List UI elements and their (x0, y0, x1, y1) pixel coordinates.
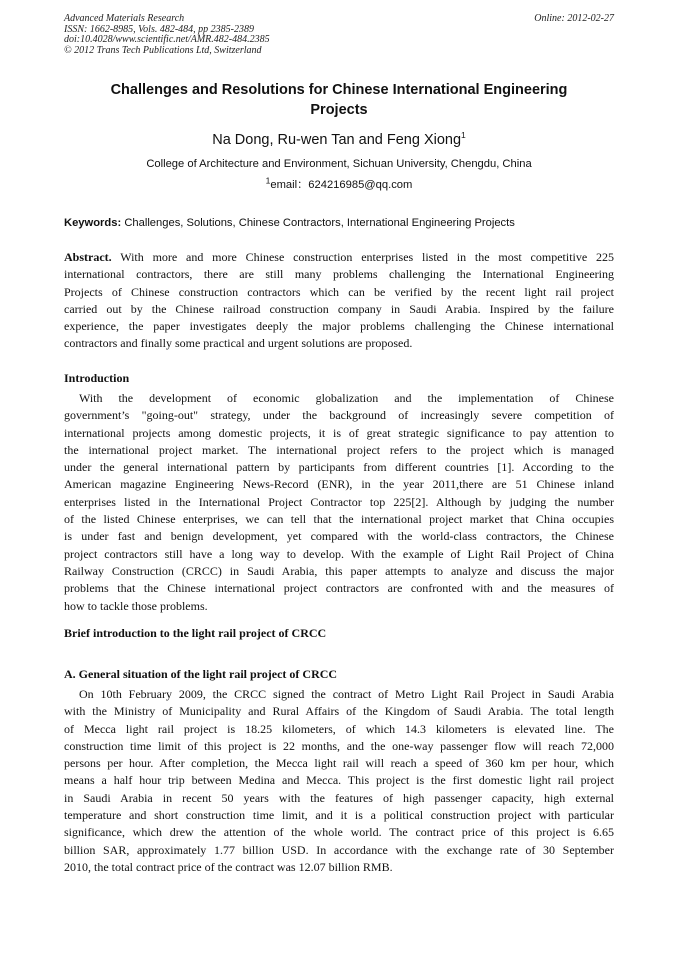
keywords (64, 216, 614, 230)
author-email (64, 175, 614, 192)
introduction-line: how to tackle those problems. (64, 598, 208, 613)
section-a-line: construction time limit of this project is 22 months, and the one-way passenger flow will reach 72,000 (64, 738, 614, 753)
journal-name: Advanced Materials Research (64, 13, 185, 24)
abstract (64, 249, 614, 353)
section-a-line: with the Ministry of Municipality and Rural Affairs of the Kingdom of Saudi Arabia. The total length (64, 704, 614, 719)
abstract-line: Projects of Chinese construction contractors which can be verified by the recent light rail project (64, 284, 614, 299)
section-a-line: temperature and short construction time limit, and it is a political construction project with particular (64, 808, 614, 823)
introduction-line: problems that the Chinese international project contractors are confronted with and the measures of (64, 581, 614, 596)
abstract-line: international contractors, there are still many problems challenging the International Engineering (64, 267, 614, 282)
section-a-line: persons per hour. After completion, the Mecca light rail will reach a speed of 360 km per hour, which (64, 756, 614, 771)
author-affiliation-mark: 1 (461, 130, 466, 141)
introduction-line: under the general international pattern by participants from different countries [1]. According to the (64, 460, 614, 475)
section-a-body (64, 686, 614, 876)
introduction-line: Railway Construction (CRCC) in Saudi Arabia, this paper attempts to analyze and discuss the major (64, 563, 614, 578)
abstract-line: Abstract. With more and more Chinese construction enterprises listed in the most competitive 225 (64, 250, 614, 264)
introduction-line: the international project market. The international project refers to the project which is managed (64, 442, 614, 457)
introduction-line: is under fast and benign development, yet compared with the world-class contractors, the Chinese (64, 529, 614, 544)
introduction-line: international projects among domestic projects, it is of great strategic significance to pay attention to (64, 425, 614, 440)
brief-introduction-heading: Brief introduction to the light rail project of CRCC (64, 626, 327, 640)
introduction-line: enterprises listed in the International Project Contractor top 225[2]. Although by judging the number (64, 494, 614, 509)
section-a-line: 2010, the total contract price of the contract was 12.07 billion RMB. (64, 859, 393, 874)
journal-header (64, 14, 484, 56)
paper-title (64, 81, 614, 120)
abstract-line: contractors and finally some practical and urgent solutions are proposed. (64, 336, 413, 351)
keywords-label: Keywords: (64, 217, 122, 229)
introduction-line: government’s "going-out" strategy, under the background of increasingly severe competition of (64, 408, 614, 423)
paper-title-line: Projects (310, 101, 368, 118)
journal-issn: ISSN: 1662-8985, Vols. 482-484, pp 2385-2389 (64, 23, 254, 35)
keywords-text: Challenges, Solutions, Chinese Contractors, International Engineering Projects (124, 217, 515, 229)
section-a-line: of Mecca light rail project is 18.25 kilometers, of which 14.3 kilometers is elevated line. The (64, 721, 614, 736)
online-date: Online: 2012-02-27 (534, 13, 614, 24)
introduction-line: With the development of economic globalization and the implementation of Chinese (79, 391, 614, 405)
journal-copyright: © 2012 Trans Tech Publications Ltd, Switzerland (64, 44, 262, 56)
author-names: Na Dong, Ru-wen Tan and Feng Xiong (212, 132, 462, 148)
section-a-line: in Saudi Arabia in recent 50 years with the features of high passenger capacity, high external (64, 790, 614, 805)
abstract-label: Abstract. (64, 250, 112, 264)
email-affiliation-mark: 1 (265, 175, 271, 186)
affiliation: College of Architecture and Environment, Sichuan University, Chengdu, China (146, 158, 532, 170)
introduction-line: of the listed Chinese enterprises, we can tell that the international project market that China occupies (64, 512, 614, 527)
abstract-line: experience, the paper investigates deeply the major problems challenging the Chinese international (64, 319, 614, 334)
section-a-line: On 10th February 2009, the CRCC signed the contract of Metro Light Rail Project in Saudi Arabia (79, 687, 614, 701)
section-a-line: significance, which drew the attention of the whole world. The contract price of this project is 6.65 (64, 825, 614, 840)
introduction-line: American magazine Engineering News-Record (ENR), in the year 2011,there are 51 Chinese inland (64, 477, 614, 492)
journal-doi[interactable]: doi:10.4028/www.scientific.net/AMR.482-484.2385 (64, 34, 270, 46)
paper-title-line: Challenges and Resolutions for Chinese International Engineering (110, 82, 568, 98)
email-text[interactable]: email：624216985@qq.com (270, 179, 413, 191)
section-a-line: billion SAR, approximately 1.77 billion USD. In accordance with the exchange rate of 30 September (64, 842, 614, 857)
section-a-line: means a half hour trip between Medina and Mecca. This project is the first domestic light rail project (64, 773, 614, 788)
introduction-body (64, 390, 614, 615)
abstract-line: carried out by the Chinese railroad construction company in Saudi Arabia. Inspired by the failure (64, 301, 614, 316)
introduction-heading: Introduction (64, 371, 130, 385)
section-a-heading: A. General situation of the light rail project of CRCC (64, 667, 338, 681)
introduction-line: project contractors still have a long way to develop. With the example of Light Rail Project of China (64, 546, 614, 561)
author-list (64, 131, 614, 149)
